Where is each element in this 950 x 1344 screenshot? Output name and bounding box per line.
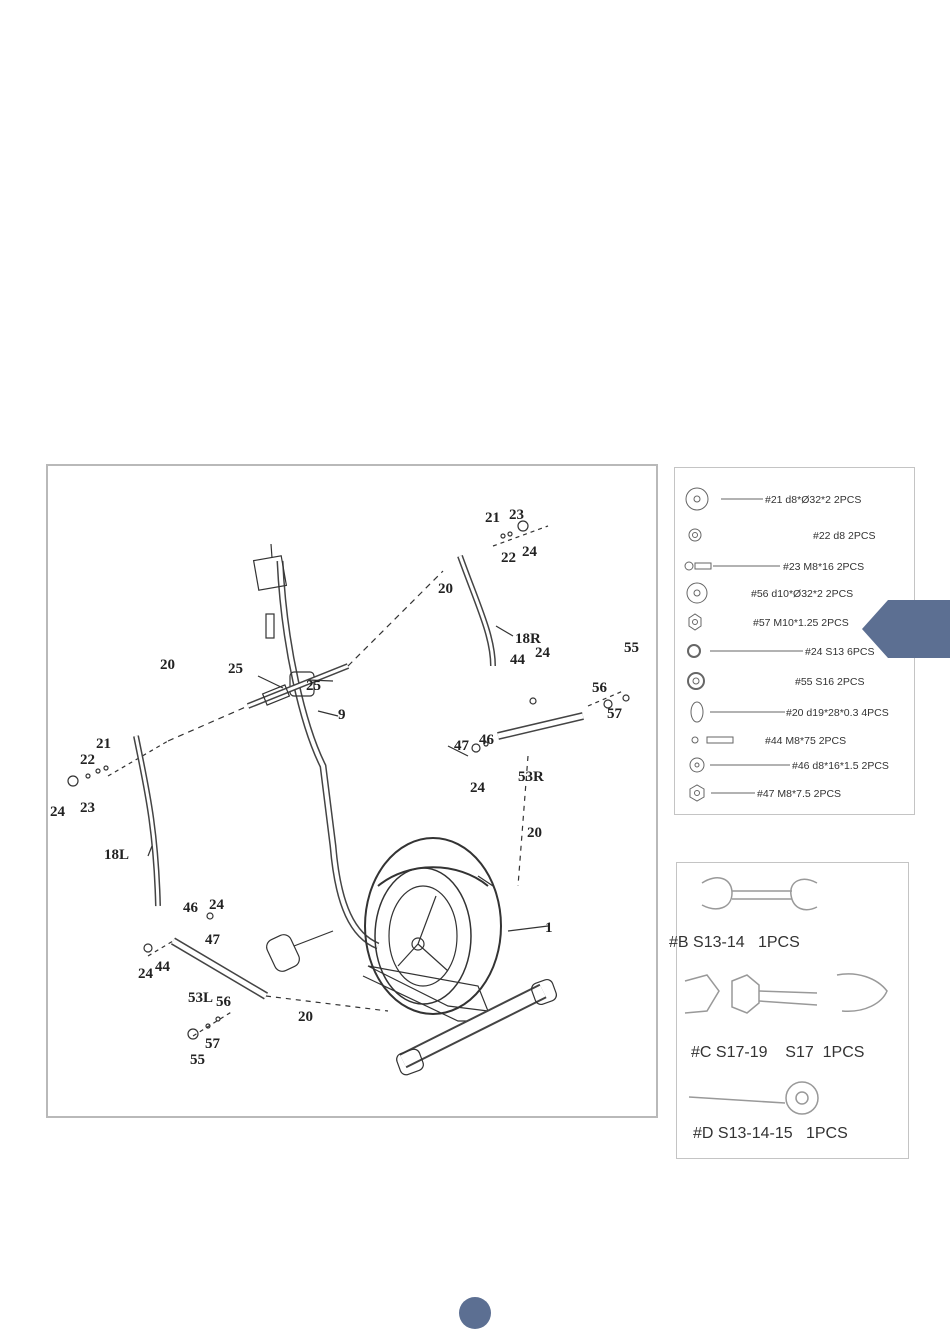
part-label-20-top: 20: [438, 581, 453, 597]
part-label-23-left: 23: [80, 800, 95, 816]
part-label-22-right: 22: [501, 550, 516, 566]
part-label-55-left: 55: [190, 1052, 205, 1068]
hardware-item-label: #56 d10*Ø32*2 2PCS: [751, 588, 854, 600]
ring-washer-icon: [691, 702, 703, 722]
nut-icon: [689, 614, 701, 630]
part-label-24-right-c: 24: [470, 780, 485, 796]
cap-nut-icon: [688, 673, 704, 689]
part-label-21-right: 21: [485, 510, 500, 526]
nut-icon: [688, 645, 700, 657]
part-label-25-mid: 25: [228, 661, 243, 677]
hardware-item-label: #24 S13 6PCS: [805, 646, 875, 658]
part-label-57-left: 57: [205, 1036, 220, 1052]
side-tab-marker: [862, 600, 950, 658]
long-bolt-icon: [692, 737, 733, 743]
part-label-21-left: 21: [96, 736, 111, 752]
part-label-24-left-b: 24: [209, 897, 224, 913]
flat-washer-icon: [686, 488, 708, 510]
hardware-item-label: #20 d19*28*0.3 4PCS: [786, 707, 889, 719]
part-label-20-right: 20: [527, 825, 542, 841]
tool-d-label: #D S13-14-15 1PCS: [693, 1125, 848, 1142]
exploded-view-diagram: [46, 464, 658, 1118]
wrench-c-icon: [685, 974, 887, 1013]
part-label-57-right: 57: [607, 706, 622, 722]
part-label-53R: 53R: [518, 769, 544, 785]
tools-panel: [669, 862, 909, 1159]
wrench-d-icon: [689, 1082, 818, 1114]
part-label-25-top: 25: [306, 678, 321, 694]
part-label-24-right-a: 24: [522, 544, 537, 560]
part-label-24-right-b: 24: [535, 645, 550, 661]
wrench-b-icon: [702, 878, 817, 910]
tools-drawing: [677, 863, 908, 1158]
flat-washer-icon: [690, 758, 704, 772]
part-label-44-right: 44: [510, 652, 525, 668]
part-label-44-left: 44: [155, 959, 170, 975]
hardware-item-label: #46 d8*16*1.5 2PCS: [792, 760, 889, 772]
flywheel-housing: [365, 838, 501, 1014]
bolt-icon: [685, 562, 711, 570]
part-label-56-right: 56: [592, 680, 607, 696]
part-label-47-left: 47: [205, 932, 220, 948]
hardware-item-label: #23 M8*16 2PCS: [783, 561, 865, 573]
hardware-item-label: #55 S16 2PCS: [795, 676, 865, 688]
part-label-18R: 18R: [515, 631, 541, 647]
hardware-item-label: #47 M8*7.5 2PCS: [757, 788, 842, 800]
part-label-24-left-c: 24: [138, 966, 153, 982]
part-label-1: 1: [545, 920, 553, 936]
part-label-22-left: 22: [80, 752, 95, 768]
part-label-55-right: 55: [624, 640, 639, 656]
hardware-item-label: #21 d8*Ø32*2 2PCS: [765, 494, 862, 506]
part-label-20-bottom: 20: [298, 1009, 313, 1025]
page-number-circle: [459, 1297, 491, 1329]
nut-icon: [690, 785, 704, 801]
part-label-20-left: 20: [160, 657, 175, 673]
part-label-56-left: 56: [216, 994, 231, 1010]
hardware-item-label: #57 M10*1.25 2PCS: [753, 617, 849, 629]
part-label-9: 9: [338, 707, 346, 723]
spring-washer-icon: [689, 529, 701, 541]
part-label-46-right: 46: [479, 732, 494, 748]
elliptical-trainer-drawing: [48, 466, 656, 1116]
hardware-item-label: #22 d8 2PCS: [813, 530, 876, 542]
hardware-item-label: #44 M8*75 2PCS: [765, 735, 847, 747]
tool-c-label: #C S17-19 S17 1PCS: [691, 1044, 865, 1061]
part-label-53L: 53L: [188, 990, 214, 1006]
flat-washer-icon: [687, 583, 707, 603]
part-label-18L: 18L: [104, 847, 130, 863]
part-label-46-left: 46: [183, 900, 198, 916]
tool-b-label: #B S13-14 1PCS: [669, 934, 800, 951]
part-label-24-left-a: 24: [50, 804, 65, 820]
part-label-23-right: 23: [509, 507, 524, 523]
part-label-47-right: 47: [454, 738, 469, 754]
main-frame-upright: [280, 561, 378, 946]
